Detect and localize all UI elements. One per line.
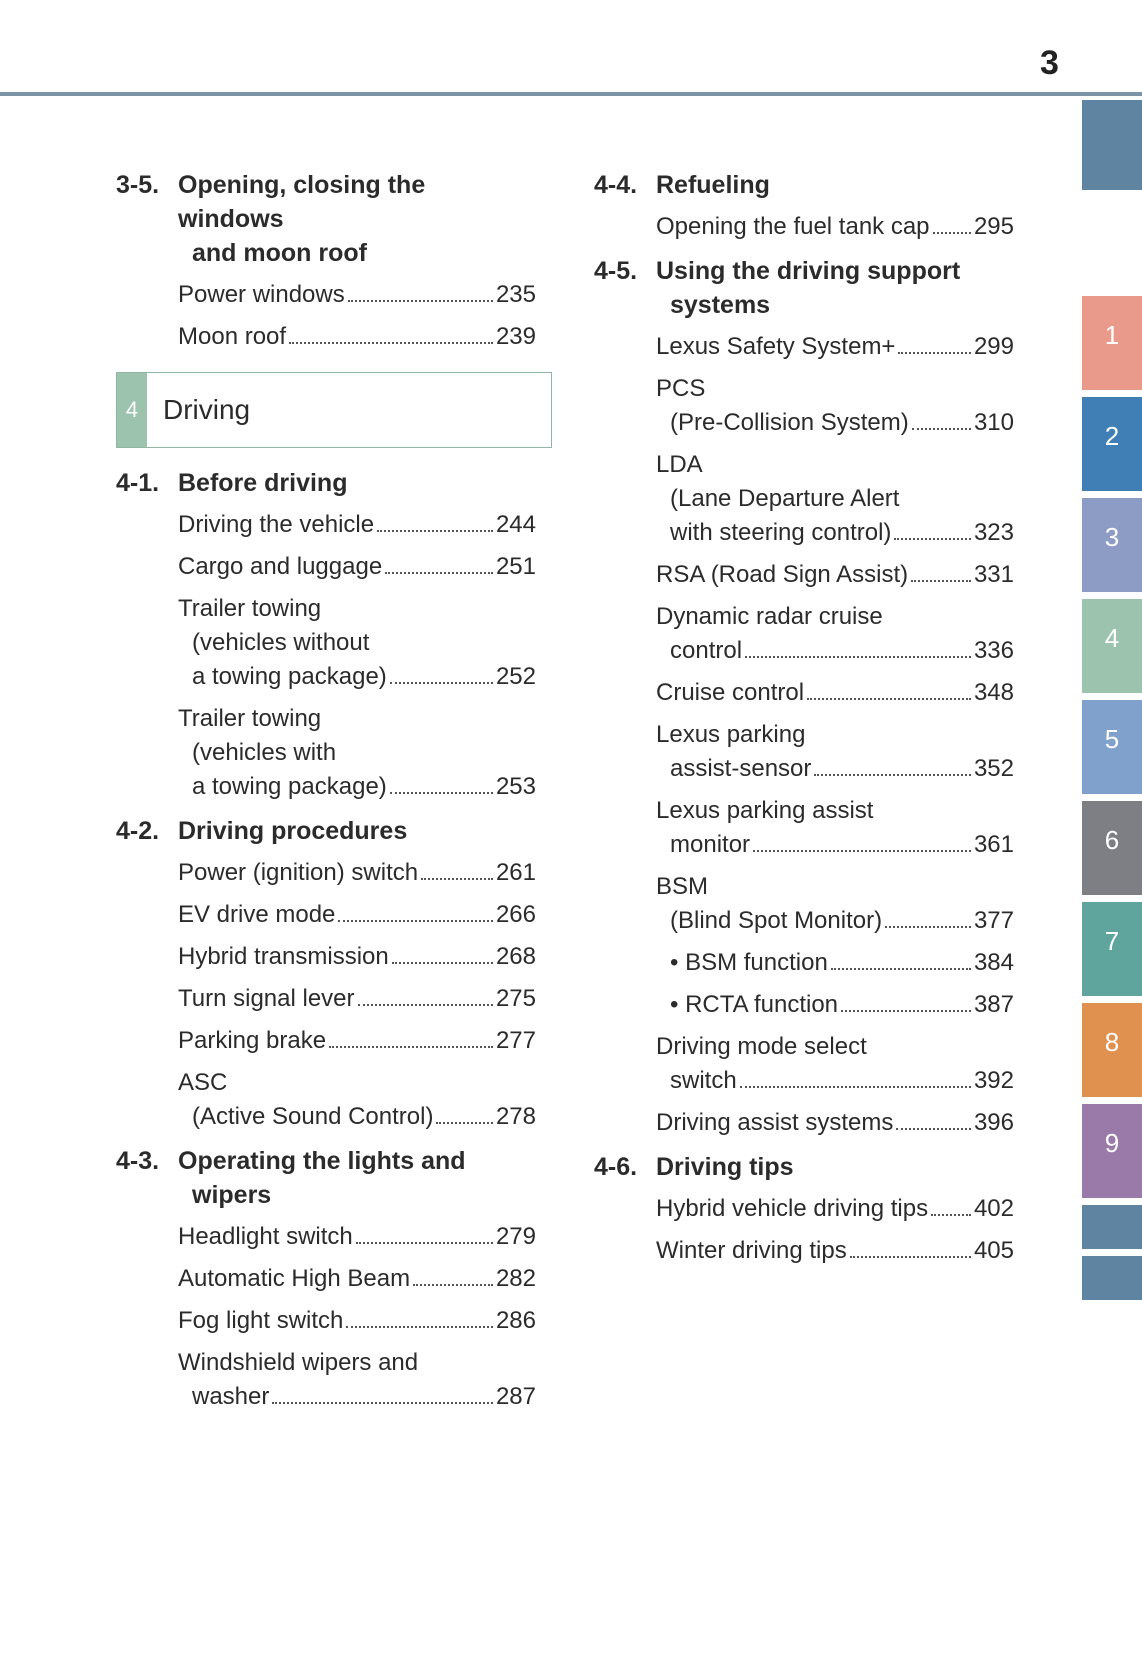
section-title: Using the driving support (656, 257, 961, 285)
toc-entry-asc[interactable] (178, 1066, 536, 1134)
entry-label-cont: (vehicles without (192, 629, 370, 656)
dot-leader (346, 1326, 493, 1328)
dot-leader (885, 926, 971, 928)
toc-entry-trailer-towing-with[interactable] (178, 702, 536, 804)
chapter-number-badge: 4 (117, 373, 147, 447)
entry-page: 384 (973, 949, 1014, 976)
toc-entry-windshield-wipers[interactable] (178, 1346, 536, 1414)
dot-leader (421, 878, 493, 880)
chapter-tab-index-b[interactable] (1082, 1256, 1142, 1300)
entry-label-cont: a towing package) (192, 663, 387, 690)
entry-page: 287 (495, 1383, 536, 1410)
dot-leader (385, 572, 493, 574)
toc-entry-hybrid-driving-tips[interactable] (656, 1192, 1014, 1226)
entry-page: 286 (495, 1307, 536, 1334)
chapter-tab-5[interactable]: 5 (1082, 700, 1142, 794)
toc-entry-moon-roof[interactable] (178, 320, 536, 354)
dot-leader (436, 1122, 493, 1124)
toc-entry-trailer-towing-without[interactable] (178, 592, 536, 694)
entry-page: 261 (495, 859, 536, 886)
entry-page: 310 (973, 409, 1014, 436)
entry-label: Windshield wipers and (178, 1349, 419, 1376)
entry-label: Parking brake (178, 1027, 327, 1054)
section-number: 4-6. (594, 1153, 638, 1181)
toc-entry-driving-the-vehicle[interactable] (178, 508, 536, 542)
section-heading-4-6[interactable] (594, 1150, 1014, 1184)
entry-label: Automatic High Beam (178, 1265, 411, 1292)
chapter-tab-9[interactable]: 9 (1082, 1104, 1142, 1198)
entry-page: 279 (495, 1223, 536, 1250)
entry-label: RSA (Road Sign Assist) (656, 561, 909, 588)
toc-entry-power-switch[interactable] (178, 856, 536, 890)
entry-page: 251 (495, 553, 536, 580)
entry-label: Power windows (178, 281, 345, 308)
dot-leader (390, 682, 493, 684)
section-heading-4-4[interactable] (594, 168, 1014, 202)
entry-page: 266 (495, 901, 536, 928)
entry-label-cont: monitor (670, 831, 751, 858)
dot-leader (911, 580, 971, 582)
entry-page: 253 (495, 773, 536, 800)
chapter-tab-index-a[interactable] (1082, 1205, 1142, 1249)
dot-leader (272, 1402, 493, 1404)
section-title: Driving procedures (178, 817, 408, 845)
toc-entry-lda[interactable] (656, 448, 1014, 550)
entry-page: 392 (973, 1067, 1014, 1094)
toc-entry-cargo-and-luggage[interactable] (178, 550, 536, 584)
entry-page: 331 (973, 561, 1014, 588)
chapter-tab-8[interactable]: 8 (1082, 1003, 1142, 1097)
dot-leader (831, 968, 971, 970)
section-heading-4-1[interactable] (116, 466, 536, 500)
entry-label: Hybrid vehicle driving tips (656, 1195, 929, 1222)
entry-label-cont: washer (192, 1383, 270, 1410)
entry-label-cont: with steering control) (670, 519, 892, 546)
dot-leader (850, 1256, 971, 1258)
dot-leader (933, 232, 971, 234)
entry-page: 402 (973, 1195, 1014, 1222)
section-number: 3-5. (116, 171, 160, 199)
toc-entry-automatic-high-beam[interactable] (178, 1262, 536, 1296)
toc-entry-rcta-function[interactable] (656, 988, 1014, 1022)
entry-label: Opening the fuel tank cap (656, 213, 930, 240)
toc-entry-turn-signal-lever[interactable] (178, 982, 536, 1016)
toc-entry-parking-assist-sensor[interactable] (656, 718, 1014, 786)
entry-label-cont: (vehicles with (192, 739, 337, 766)
dot-leader (740, 1086, 971, 1088)
entry-page: 239 (495, 323, 536, 350)
entry-label-cont: (Active Sound Control) (192, 1103, 434, 1130)
section-number: 4-3. (116, 1147, 160, 1175)
section-heading-4-2[interactable] (116, 814, 536, 848)
dot-leader (377, 530, 493, 532)
dot-leader (753, 850, 971, 852)
dot-leader (814, 774, 971, 776)
entry-label: Fog light switch (178, 1307, 344, 1334)
dot-leader (841, 1010, 971, 1012)
toc-entry-winter-driving-tips[interactable] (656, 1234, 1014, 1268)
entry-page: 377 (973, 907, 1014, 934)
entry-label: Headlight switch (178, 1223, 353, 1250)
entry-label: Driving the vehicle (178, 511, 375, 538)
dot-leader (392, 962, 493, 964)
toc-entry-rsa[interactable] (656, 558, 1014, 592)
entry-label: ASC (178, 1069, 228, 1096)
dot-leader (745, 656, 971, 658)
entry-label: • RCTA function (670, 991, 839, 1018)
dot-leader (390, 792, 493, 794)
entry-label-cont: a towing package) (192, 773, 387, 800)
section-number: 4-1. (116, 469, 160, 497)
header-rule (0, 92, 1142, 96)
toc-left-column (116, 158, 536, 1414)
entry-label: Hybrid transmission (178, 943, 389, 970)
entry-label-cont: switch (670, 1067, 737, 1094)
entry-label: Cruise control (656, 679, 805, 706)
toc-entry-dynamic-radar-cruise[interactable] (656, 600, 1014, 668)
chapter-tab-top[interactable] (1082, 100, 1142, 190)
entry-label: Power (ignition) switch (178, 859, 419, 886)
toc-entry-cruise-control[interactable] (656, 676, 1014, 710)
entry-label: • BSM function (670, 949, 828, 976)
entry-label-cont: (Blind Spot Monitor) (670, 907, 883, 934)
dot-leader (413, 1284, 493, 1286)
dot-leader (912, 428, 971, 430)
toc-entry-bsm-function[interactable] (656, 946, 1014, 980)
entry-label-cont: control (670, 637, 743, 664)
entry-page: 295 (973, 213, 1014, 240)
dot-leader (348, 300, 493, 302)
entry-label: BSM (656, 873, 709, 900)
entry-label: EV drive mode (178, 901, 336, 928)
toc-entry-driving-assist-systems[interactable] (656, 1106, 1014, 1140)
toc-right-column (594, 158, 1014, 1268)
section-title: Operating the lights and (178, 1147, 466, 1175)
section-number: 4-2. (116, 817, 160, 845)
dot-leader (896, 1128, 971, 1130)
toc-entry-fuel-tank-cap[interactable] (656, 210, 1014, 244)
entry-label: Cargo and luggage (178, 553, 383, 580)
entry-page: 361 (973, 831, 1014, 858)
entry-page: 387 (973, 991, 1014, 1018)
entry-label: Lexus parking assist (656, 797, 874, 824)
toc-entry-pcs[interactable] (656, 372, 1014, 440)
entry-page: 252 (495, 663, 536, 690)
entry-page: 235 (495, 281, 536, 308)
section-number: 4-5. (594, 257, 638, 285)
dot-leader (289, 342, 493, 344)
section-title-cont: systems (670, 291, 771, 319)
section-title: Before driving (178, 469, 348, 497)
dot-leader (356, 1242, 493, 1244)
toc-entry-driving-mode-select[interactable] (656, 1030, 1014, 1098)
entry-page: 396 (973, 1109, 1014, 1136)
section-number: 4-4. (594, 171, 638, 199)
entry-page: 348 (973, 679, 1014, 706)
entry-label: Trailer towing (178, 595, 322, 622)
dot-leader (329, 1046, 493, 1048)
entry-label-cont: assist-sensor (670, 755, 812, 782)
page-number: 3 (1040, 44, 1059, 82)
entry-page: 275 (495, 985, 536, 1012)
section-heading-3-5[interactable] (116, 168, 536, 270)
dot-leader (807, 698, 971, 700)
section-heading-4-5[interactable] (594, 254, 1014, 322)
entry-label: Dynamic radar cruise (656, 603, 883, 630)
entry-page: 299 (973, 333, 1014, 360)
toc-entry-parking-brake[interactable] (178, 1024, 536, 1058)
chapter-tab-4[interactable]: 4 (1082, 599, 1142, 693)
entry-page: 323 (973, 519, 1014, 546)
chapter-title: Driving (163, 394, 251, 425)
entry-page: 405 (973, 1237, 1014, 1264)
section-title-cont: and moon roof (192, 239, 367, 267)
entry-page: 278 (495, 1103, 536, 1130)
section-title: Driving tips (656, 1153, 794, 1181)
entry-label: Lexus Safety System+ (656, 333, 896, 360)
toc-entry-lexus-safety-system[interactable] (656, 330, 1014, 364)
toc-entry-bsm[interactable] (656, 870, 1014, 938)
toc-entry-fog-light-switch[interactable] (178, 1304, 536, 1338)
toc-entry-power-windows[interactable] (178, 278, 536, 312)
toc-entry-hybrid-transmission[interactable] (178, 940, 536, 974)
dot-leader (358, 1004, 493, 1006)
dot-leader (338, 920, 493, 922)
chapter-tab-6[interactable]: 6 (1082, 801, 1142, 895)
chapter-tab-2[interactable]: 2 (1082, 397, 1142, 491)
toc-entry-headlight-switch[interactable] (178, 1220, 536, 1254)
chapter-tab-3[interactable]: 3 (1082, 498, 1142, 592)
section-title: Refueling (656, 171, 770, 199)
chapter-heading-driving[interactable] (116, 372, 552, 448)
entry-label: Winter driving tips (656, 1237, 847, 1264)
section-title: Opening, closing the windows (178, 171, 426, 233)
entry-label: Trailer towing (178, 705, 322, 732)
chapter-tab-1[interactable]: 1 (1082, 296, 1142, 390)
dot-leader (931, 1214, 971, 1216)
entry-label: Driving assist systems (656, 1109, 894, 1136)
entry-label: Driving mode select (656, 1033, 867, 1060)
entry-label: PCS (656, 375, 706, 402)
entry-label-cont: (Lane Departure Alert (670, 485, 900, 512)
entry-label: Lexus parking (656, 721, 806, 748)
chapter-tab-7[interactable]: 7 (1082, 902, 1142, 996)
entry-page: 282 (495, 1265, 536, 1292)
dot-leader (898, 352, 971, 354)
toc-entry-ev-drive-mode[interactable] (178, 898, 536, 932)
dot-leader (894, 538, 971, 540)
entry-label-cont: (Pre-Collision System) (670, 409, 909, 436)
toc-entry-parking-assist-monitor[interactable] (656, 794, 1014, 862)
section-title-cont: wipers (192, 1181, 272, 1209)
section-heading-4-3[interactable] (116, 1144, 536, 1212)
entry-page: 268 (495, 943, 536, 970)
entry-page: 277 (495, 1027, 536, 1054)
entry-page: 336 (973, 637, 1014, 664)
entry-label: Moon roof (178, 323, 287, 350)
entry-page: 352 (973, 755, 1014, 782)
entry-page: 244 (495, 511, 536, 538)
entry-label: LDA (656, 451, 703, 478)
entry-label: Turn signal lever (178, 985, 355, 1012)
